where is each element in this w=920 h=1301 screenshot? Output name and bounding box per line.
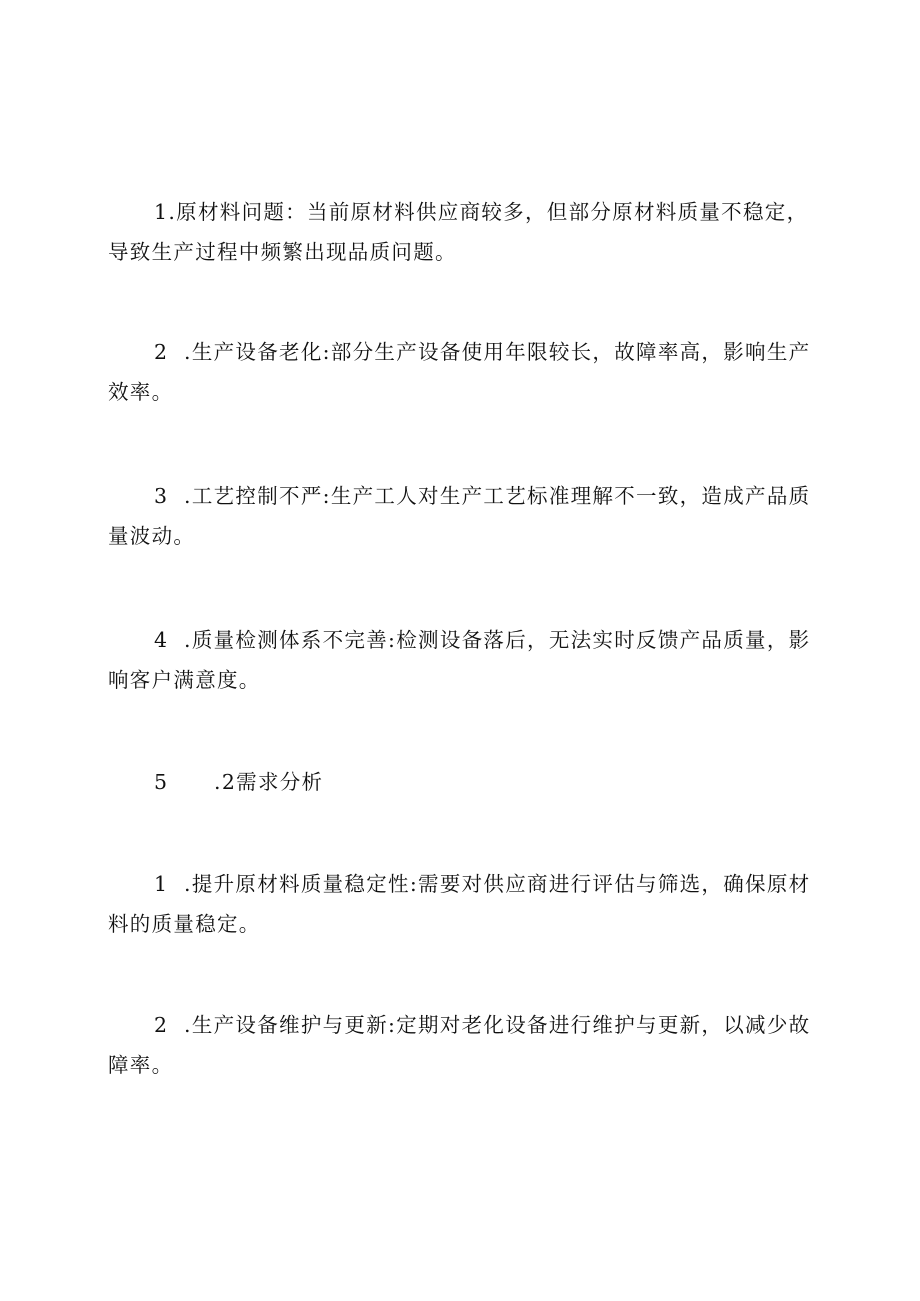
situation-item-2-line-2: 效率。 <box>108 380 174 404</box>
situation-item-1 <box>108 192 812 272</box>
requirement-item-2-line-1 <box>108 1005 812 1045</box>
item-number: 1. <box>154 200 177 224</box>
section-title: .2需求分析 <box>214 770 324 794</box>
section-number: 5 <box>154 770 169 794</box>
section-heading-line <box>108 762 812 802</box>
situation-item-3-line-1 <box>108 476 812 516</box>
item-text: 原材料问题：当前原材料供应商较多，但部分原材料质量不稳定， <box>176 200 809 224</box>
item-text: .质量检测体系不完善:检测设备落后，无法实时反馈产品质量，影 <box>184 628 811 652</box>
requirement-item-2-line-2: 障率。 <box>108 1053 174 1077</box>
requirement-item-1 <box>108 864 812 944</box>
situation-item-4 <box>108 620 812 700</box>
situation-item-2-line-1 <box>108 332 812 372</box>
item-text: .生产设备维护与更新:定期对老化设备进行维护与更新，以减少故 <box>184 1013 811 1037</box>
situation-item-4-line-2: 响客户满意度。 <box>108 668 261 692</box>
item-number: 2 <box>154 340 169 364</box>
item-number: 1 <box>154 872 169 896</box>
situation-item-4-line-1 <box>108 620 812 660</box>
item-number: 3 <box>154 484 169 508</box>
item-text: .生产设备老化:部分生产设备使用年限较长，故障率高，影响生产 <box>184 340 811 364</box>
item-number: 2 <box>154 1013 169 1037</box>
item-number: 4 <box>154 628 169 652</box>
item-text: .工艺控制不严:生产工人对生产工艺标准理解不一致，造成产品质 <box>184 484 811 508</box>
situation-item-2 <box>108 332 812 412</box>
item-text: .提升原材料质量稳定性:需要对供应商进行评估与筛选，确保原材 <box>184 872 811 896</box>
situation-item-1-line-2: 导致生产过程中频繁出现品质问题。 <box>108 240 457 264</box>
section-heading <box>108 762 812 802</box>
situation-item-1-line-1 <box>108 192 812 232</box>
situation-item-3 <box>108 476 812 556</box>
requirement-item-1-line-1 <box>108 864 812 904</box>
requirement-item-1-line-2: 料的质量稳定。 <box>108 912 261 936</box>
situation-item-3-line-2: 量波动。 <box>108 524 196 548</box>
requirement-item-2 <box>108 1005 812 1085</box>
